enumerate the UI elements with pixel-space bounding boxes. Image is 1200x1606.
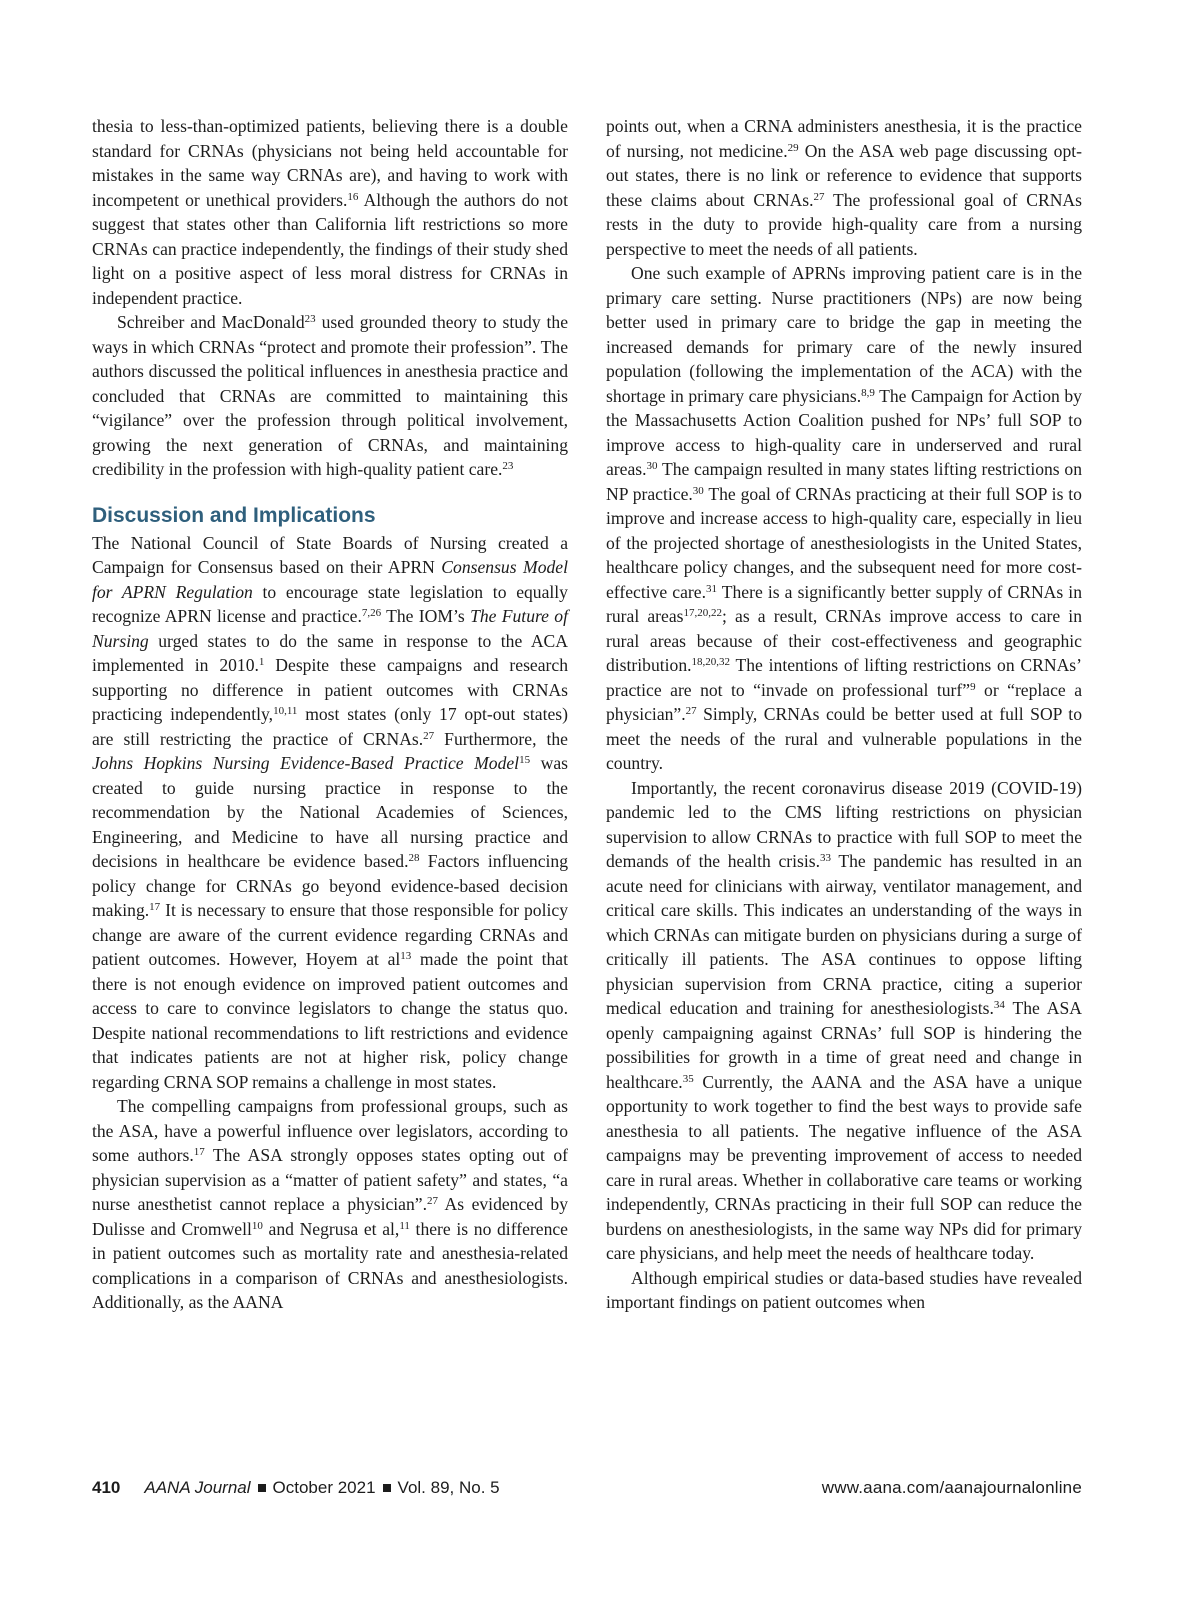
- citation: 11: [399, 1219, 410, 1232]
- citation: 31: [705, 582, 717, 595]
- citation: 34: [993, 999, 1005, 1011]
- citation: 16: [347, 190, 359, 203]
- footer-citation: [92, 1478, 500, 1498]
- right-column: [606, 114, 1082, 1315]
- body-text: Although the authors do not suggest that states other than California lift restrictions so more CRNAs can practice independently, the findings of their study shed light on a positive aspect of less moral distress for CRNAs in independent practice.: [92, 189, 568, 308]
- body-text: made the point that there is not enough evidence on improved patient outcomes and access to care to convince legislators to change the status quo. Despite national recommendations to lift restrictions and evidence that indicates patients are not at higher risk, policy change regarding CRNA SOP remains a challenge in most states.: [92, 949, 568, 1092]
- journal-name: AANA Journal: [144, 1478, 251, 1497]
- italic-title: Consensus Model for APRN Regulation: [92, 557, 568, 602]
- citation: 9: [970, 680, 976, 693]
- body-text: Schreiber and MacDonald: [117, 312, 305, 332]
- body-text: there is no difference in patient outcomes such as mortality rate and anesthesia-related complications in a comparison of CRNAs and anesthesiologists. Additionally, as the AANA: [92, 1218, 568, 1312]
- body-text: to encourage state legislation to equally recognize APRN license and practice.: [92, 581, 568, 626]
- citation: 35: [682, 1072, 694, 1085]
- citation: 18,20,32: [691, 656, 731, 668]
- paragraph: [606, 114, 1082, 261]
- body-text: most states (only 17 opt-out states) are still restricting the practice of CRNAs.: [92, 704, 568, 749]
- body-text: Despite these campaigns and research supporting no difference in patient outcomes with CRNAs practicing independently,: [92, 655, 568, 724]
- citation: 10: [251, 1219, 263, 1232]
- body-text: As evidenced by Dulisse and Cromwell: [92, 1194, 568, 1239]
- citation: 29: [787, 141, 799, 154]
- citation: 27: [685, 705, 697, 717]
- issue-date: October 2021: [272, 1478, 376, 1497]
- body-text: Importantly, the recent coronavirus disease 2019 (COVID-19) pandemic led to the CMS lifting restrictions on physician supervision to allow CRNAs to practice with full SOP to meet the demands of the health crisis.: [606, 777, 1082, 871]
- citation: 17: [193, 1146, 205, 1158]
- citation: 7,26: [361, 607, 382, 619]
- body-text: Although empirical studies or data-based studies have revealed important findings on patient outcomes when: [606, 1267, 1082, 1312]
- citation: 23: [304, 313, 316, 325]
- journal-website-link[interactable]: www.aana.com/aanajournalonline: [821, 1478, 1082, 1497]
- body-text: The professional goal of CRNAs rests in the duty to provide high-quality care from a nursing perspective to meet the needs of all patients.: [606, 189, 1082, 259]
- body-text: was created to guide nursing practice in response to the recommendation by the National Academies of Sciences, Engineering, and Medicine to have all nursing practice and decisions in healthcare be evidence based.: [92, 753, 569, 871]
- paragraph: [92, 310, 568, 482]
- body-text: The campaign resulted in many states lifting restrictions on NP practice.: [606, 459, 1082, 504]
- paragraph: [606, 776, 1082, 1266]
- citation: 33: [819, 852, 831, 864]
- body-text: used grounded theory to study the ways in which CRNAs “protect and promote their profession”. The authors discussed the political influences in anesthesia practice and concluded that CRNAs are committed to maintaining this “vigilance” over the profession through political involvement, growing the next generation of CRNAs, and maintaining credibility in the profession with high-quality patient care.: [92, 312, 569, 479]
- paragraph: [92, 114, 568, 310]
- body-text: The ASA openly campaigning against CRNAs’ full SOP is hindering the possibilities for growth in a time of great need and change in healthcare.: [606, 998, 1082, 1092]
- citation: 1: [258, 656, 265, 668]
- citation: 28: [408, 852, 420, 864]
- paragraph: [92, 531, 568, 1095]
- square-bullet-icon: [383, 1484, 391, 1492]
- section-heading: Discussion and Implications: [92, 503, 376, 527]
- italic-title: Johns Hopkins Nursing Evidence-Based Practice Model: [92, 753, 520, 773]
- citation: 8,9: [861, 386, 875, 399]
- citation: 17: [149, 901, 161, 913]
- body-text: The IOM’s: [381, 606, 471, 626]
- citation: 27: [813, 190, 825, 203]
- square-bullet-icon: [258, 1484, 266, 1492]
- body-text: The National Council of State Boards of Nursing created a Campaign for Consensus based on their APRN: [92, 532, 568, 577]
- body-text: There is a significantly better supply of CRNAs in rural areas: [606, 581, 1082, 626]
- citation: 13: [400, 950, 412, 962]
- citation: 23: [502, 460, 514, 472]
- citation: 27: [427, 1195, 438, 1207]
- body-text: Factors influencing policy change for CRNAs go beyond evidence-based decision making.: [92, 851, 568, 920]
- left-column: [92, 114, 568, 1315]
- citation: 15: [519, 754, 531, 766]
- italic-title: The Future of Nursing: [92, 606, 568, 651]
- citation: 30: [646, 460, 658, 472]
- body-text: urged states to do the same in response to the ACA implemented in 2010.: [92, 630, 568, 675]
- body-text: Currently, the AANA and the ASA have a unique opportunity to work together to find the best ways to provide safe anesthesia to all patients. The negative influence of the ASA campaigns may be preventing improvement of access to needed care in rural areas. Whether in collaborative care teams or working independently, CRNAs practicing in their full SOP can reduce the burdens on anesthesiologists, in the same way NPs did for primary care physicians, and help meet the needs of healthcare today.: [606, 1071, 1082, 1263]
- paragraph: [606, 261, 1082, 776]
- body-text: On the ASA web page discussing opt-out states, there is no link or reference to evidence that supports these claims about CRNAs.: [606, 140, 1082, 210]
- page-number: 410: [92, 1478, 121, 1497]
- body-text: The intentions of lifting restrictions on CRNAs’ practice are not to “invade on professional turf”: [606, 655, 1082, 700]
- body-text: The goal of CRNAs practicing at their full SOP is to improve and increase access to high-quality care, especially in lieu of the projected shortage of anesthesiologists in the United States, healthcare policy changes, and the subsequent need for more cost-effective care.: [606, 483, 1082, 602]
- citation: 27: [423, 729, 435, 742]
- body-text: One such example of APRNs improving patient care is in the primary care setting. Nurse practitioners (NPs) are now being better used in primary care to bridge the gap in meeting the increased demands for primary care of the newly insured population (following the implementation of the ACA) with the shortage in primary care physicians.: [606, 263, 1082, 406]
- volume-issue: Vol. 89, No. 5: [397, 1478, 500, 1497]
- body-text: The ASA strongly opposes states opting out of physician supervision as a “matter of patient safety” and states, “a nurse anesthetist cannot replace a physician”.: [92, 1145, 568, 1214]
- citation: 17,20,22: [683, 607, 722, 619]
- body-text: and Negrusa et al,: [262, 1218, 400, 1239]
- body-text: The pandemic has resulted in an acute need for clinicians with airway, ventilator management, and critical care skills. This indicates an understanding of the ways in which CRNAs can mitigate burden on physicians during a surge of critically ill patients. The ASA continues to oppose lifting physician supervision from CRNA practice, citing a superior medical education and training for anesthesiologists.: [606, 851, 1082, 1018]
- body-text: It is necessary to ensure that those responsible for policy change are aware of the current evidence regarding CRNAs and patient outcomes. However, Hoyem at al: [92, 900, 568, 969]
- citation: 30: [692, 484, 704, 497]
- body-text: thesia to less-than-optimized patients, believing there is a double standard for CRNAs (physicians not being held accountable for mistakes in the same way CRNAs are), and having to work with incompetent or unethical providers.: [92, 116, 568, 210]
- body-text: points out, when a CRNA administers anesthesia, it is the practice of nursing, not medicine.: [606, 116, 1082, 161]
- body-text: or “replace a physician”.: [606, 679, 1083, 724]
- body-text: The Campaign for Action by the Massachusetts Action Coalition pushed for NPs’ full SOP to improve access to high-quality care in underserved and rural areas.: [606, 385, 1082, 479]
- body-text: The compelling campaigns from professional groups, such as the ASA, have a powerful influence over legislators, according to some authors.: [92, 1096, 568, 1165]
- paragraph: [92, 1094, 568, 1315]
- body-text: ; as a result, CRNAs improve access to care in rural areas because of their cost-effectiveness and geographic distribution.: [606, 606, 1082, 675]
- page-footer: [92, 1478, 1082, 1502]
- paragraph: [606, 1266, 1082, 1315]
- citation: 10,11: [273, 705, 298, 717]
- body-text: Simply, CRNAs could be better used at full SOP to meet the needs of the rural and vulnerable populations in the country.: [606, 704, 1082, 773]
- body-text: Furthermore, the: [434, 728, 568, 749]
